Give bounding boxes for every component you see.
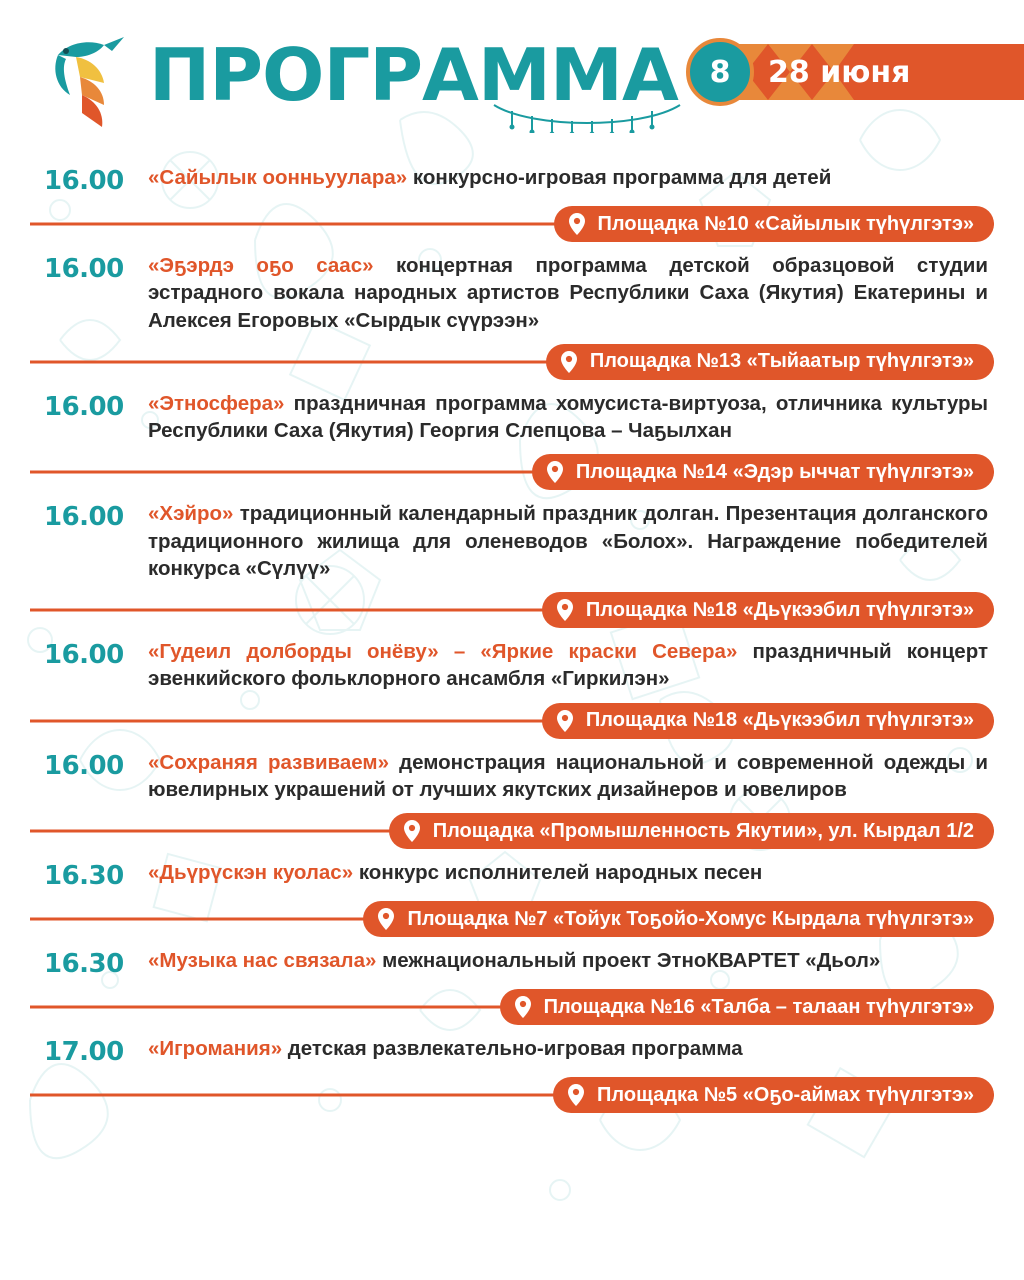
event-row — [30, 158, 994, 200]
venue-label: Площадка №18 «Дьүкээбил түһүлгэтэ» — [585, 598, 974, 621]
event-text: конкурс исполнителей народных песен — [353, 861, 763, 884]
venue-line — [30, 703, 994, 739]
poster-header — [0, 0, 1024, 150]
event-time: 16.00 — [44, 254, 124, 284]
list-item — [30, 158, 994, 242]
event-row — [30, 853, 994, 895]
event-title: «Сохраняя развиваем» — [148, 750, 389, 774]
event-title: «Хэйро» — [148, 502, 234, 526]
event-description — [148, 638, 994, 693]
event-description — [148, 252, 994, 334]
event-time: 17.00 — [44, 1037, 124, 1067]
event-time: 16.00 — [44, 640, 124, 670]
title-block — [132, 33, 678, 117]
venue-line — [30, 592, 994, 628]
list-item — [30, 743, 994, 850]
venue-line — [30, 989, 994, 1025]
page-title: ПРОГРАММА — [148, 33, 678, 117]
event-title: «Этносфера» — [148, 391, 285, 415]
venue-tag — [532, 454, 994, 490]
location-pin-icon — [563, 1082, 589, 1108]
venue-label: Площадка №18 «Дьүкээбил түһүлгэтэ» — [585, 709, 974, 731]
event-row — [30, 246, 994, 338]
bird-logo-icon — [46, 25, 132, 131]
event-row — [30, 494, 994, 586]
date-label: 28 июня — [768, 54, 911, 90]
location-pin-icon — [542, 459, 568, 485]
venue-tag — [542, 592, 994, 628]
event-time: 16.00 — [44, 166, 124, 196]
venue-label: Площадка №5 «Оҕо-аймах түһүлгэтэ» — [597, 1083, 974, 1106]
list-item — [30, 1029, 994, 1113]
event-text: праздничный концерт эвенкийского фольклорного ансамбля «Гиркилэн» — [148, 640, 988, 691]
list-item — [30, 941, 994, 1025]
location-pin-icon — [556, 349, 582, 375]
event-title: «Дьүрүскэн куолас» — [148, 861, 354, 884]
list-item — [30, 853, 994, 937]
venue-tag — [500, 989, 994, 1025]
venue-label: Площадка «Промышленность Якутии», ул. Кырдал 1/2 — [432, 819, 974, 842]
venue-tag — [553, 1077, 994, 1113]
date-badge — [686, 38, 1024, 106]
event-description — [148, 500, 994, 582]
list-item — [30, 384, 994, 491]
venue-tag — [363, 901, 994, 937]
day-number: 8 — [686, 38, 754, 106]
event-title: «Музыка нас связала» — [148, 949, 377, 972]
location-pin-icon — [399, 818, 425, 844]
venue-line — [30, 901, 994, 937]
location-pin-icon — [552, 708, 578, 734]
venue-label: Площадка №10 «Сайылык түһүлгэтэ» — [597, 212, 974, 235]
event-row — [30, 384, 994, 449]
event-time: 16.30 — [44, 861, 124, 891]
location-pin-icon — [510, 994, 536, 1020]
venue-line — [30, 344, 994, 380]
event-description — [148, 1035, 994, 1062]
event-text: праздничная программа хомусиста-виртуоза, отличника культуры Республики Саха (Якутия) Георгия Слепцова – Чаҕылхан — [148, 391, 988, 442]
venue-tag — [542, 703, 994, 739]
event-row — [30, 632, 994, 697]
event-title: «Эҕэрдэ оҕо саас» — [148, 254, 374, 277]
event-description — [148, 749, 994, 804]
venue-tag — [389, 813, 994, 849]
venue-line — [30, 1077, 994, 1113]
date-label-bar — [724, 44, 1024, 100]
venue-label: Площадка №16 «Талба – талаан түһүлгэтэ» — [543, 995, 974, 1018]
location-pin-icon — [564, 211, 590, 237]
event-description — [148, 947, 994, 974]
venue-tag — [554, 206, 994, 242]
event-text: межнациональный проект ЭтноКВАРТЕТ «Дьол» — [376, 949, 881, 972]
event-title: «Сайылык оонньуулара» — [148, 166, 408, 189]
event-description — [148, 164, 994, 191]
event-description — [148, 859, 994, 886]
venue-label: Площадка №13 «Тыйаатыр түһүлгэтэ» — [589, 350, 974, 373]
venue-line — [30, 206, 994, 242]
venue-label: Площадка №7 «Тойук Тоҕойо-Хомус Кырдала түһүлгэтэ» — [407, 907, 974, 930]
venue-line — [30, 454, 994, 490]
event-time: 16.30 — [44, 949, 124, 979]
event-text: детская развлекательно-игровая программа — [282, 1037, 743, 1060]
list-item — [30, 632, 994, 739]
event-title: «Игромания» — [148, 1037, 283, 1060]
location-pin-icon — [552, 597, 578, 623]
event-row — [30, 1029, 994, 1071]
title-decoration-icon — [492, 99, 682, 133]
event-row — [30, 941, 994, 983]
event-text: конкурсно-игровая программа для детей — [407, 166, 832, 189]
event-title: «Гудеил долборды онёву» – «Яркие краски Севера» — [148, 640, 738, 663]
event-list — [0, 150, 1024, 1113]
event-text: демонстрация национальной и современной одежды и ювелирных украшений от лучших якутских дизайнеров и ювелиров — [148, 750, 988, 801]
venue-tag — [546, 344, 994, 380]
event-description — [148, 390, 994, 445]
event-row — [30, 743, 994, 808]
location-pin-icon — [373, 906, 399, 932]
event-text: концертная программа детской образцовой студии эстрадного вокала народных артистов Республики Саха (Якутия) Екатерины и Алексея Егоровых «Сырдык сүүрээн» — [148, 254, 988, 332]
event-time: 16.00 — [44, 502, 124, 533]
list-item — [30, 494, 994, 628]
venue-line — [30, 813, 994, 849]
event-time: 16.00 — [44, 391, 124, 422]
event-time: 16.00 — [44, 750, 124, 781]
event-text: традиционный календарный праздник долган. Презентация долганского традиционного жилища для оленеводов «Болох». Награждение победителей конкурса «Сүлүү» — [148, 502, 988, 580]
venue-label: Площадка №14 «Эдэр ыччат түһүлгэтэ» — [575, 460, 974, 483]
list-item — [30, 246, 994, 380]
